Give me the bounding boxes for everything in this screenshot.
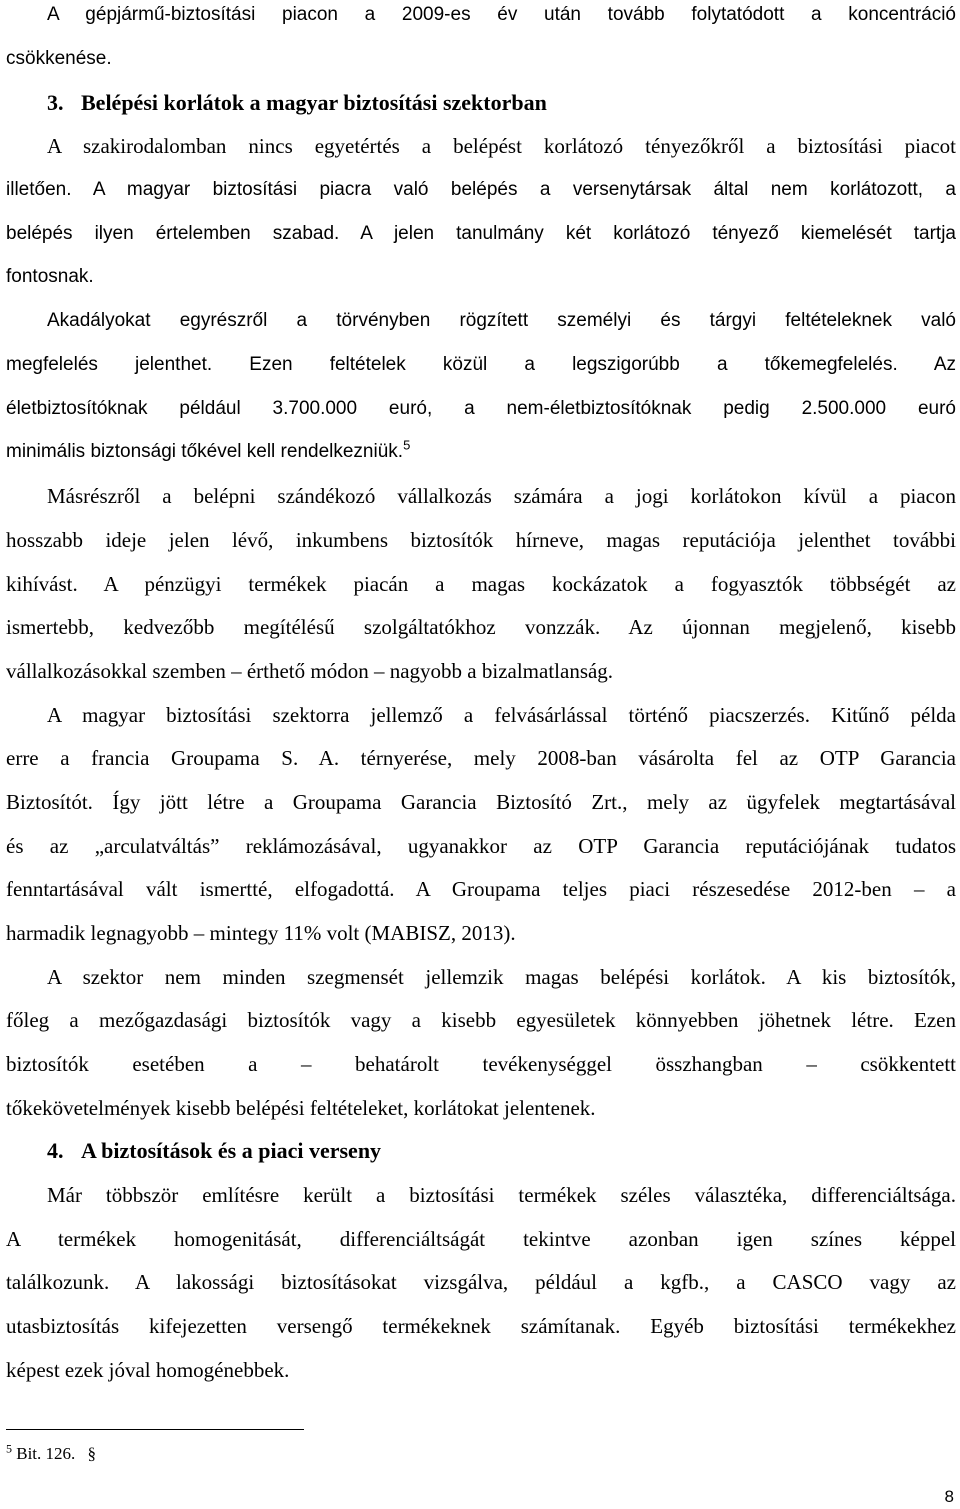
page-number: 8 <box>944 1487 954 1506</box>
section-title: Belépési korlátok a magyar biztosítási szektorban <box>81 90 547 115</box>
section-heading <box>47 1138 956 1164</box>
paragraph-line: harmadik legnagyobb – mintegy 11% volt (MABISZ, 2013). <box>6 921 516 945</box>
paragraph-line: biztosítók esetében a – behatárolt tevékenységgel összhangban – csökkentett <box>6 1052 956 1076</box>
paragraph-line: tőkekövetelmények kisebb belépési feltételeket, korlátokat jelentenek. <box>6 1096 596 1120</box>
section-sign-icon: § <box>87 1444 97 1463</box>
section-number: 3. <box>47 90 64 115</box>
paragraph-line: erre a francia Groupama S. A. térnyerése, mely 2008-ban vásárolta fel az OTP Garancia <box>6 746 956 770</box>
paragraph-line: képest ezek jóval homogénebbek. <box>6 1358 290 1382</box>
paragraph-line: illetően. A magyar biztosítási piacra való belépés a versenytársak által nem korlátozott, a <box>6 179 956 200</box>
paragraph-line: Másrészről a belépni szándékozó vállalkozás számára a jogi korlátokon kívül a piacon <box>47 484 956 508</box>
paragraph-line: ismertebb, kedvezőbb megítélésű szolgáltatókhoz vonzzák. Az újonnan megjelenő, kisebb <box>6 615 956 639</box>
paragraph-line: és az „arculatváltás” reklámozásával, ugyanakkor az OTP Garancia reputációjának tudatos <box>6 834 956 858</box>
footnote-marker: 5 <box>403 437 411 453</box>
section-heading <box>47 90 956 116</box>
paragraph-line: kihívást. A pénzügyi termékek piacán a magas kockázatok a fogyasztók többségét az <box>6 572 956 596</box>
paragraph-line: életbiztosítóknak például 3.700.000 euró, a nem-életbiztosítóknak pedig 2.500.000 euró <box>6 398 956 419</box>
footnote-number: 5 <box>6 1441 12 1456</box>
paragraph-line: fenntartásával vált ismertté, elfogadottá. A Groupama teljes piaci részesedése 2012-ben – a <box>6 877 956 901</box>
paragraph-line: találkozunk. A lakossági biztosításokat vizsgálva, például a kgfb., a CASCO vagy az <box>6 1270 956 1294</box>
paragraph-line: Már többször említésre került a biztosítási termékek széles választéka, differenciáltsága. <box>47 1183 956 1207</box>
paragraph-line: vállalkozásokkal szemben – érthető módon – nagyobb a bizalmatlanság. <box>6 659 614 683</box>
paragraph-line: megfelelés jelenthet. Ezen feltételek közül a legszigorúbb a tőkemegfelelés. Az <box>6 354 956 375</box>
paragraph-line: A termékek homogenitását, differenciáltságát tekintve azonban igen színes képpel <box>6 1227 956 1251</box>
section-number: 4. <box>47 1138 64 1163</box>
paragraph-line: belépés ilyen értelemben szabad. A jelen tanulmány két korlátozó tényező kiemelését tartja <box>6 223 956 244</box>
paragraph-line: A szektor nem minden szegmensét jellemzik magas belépési korlátok. A kis biztosítók, <box>47 965 956 989</box>
paragraph-line: fontosnak. <box>6 266 94 287</box>
paragraph-line: hosszabb ideje jelen lévő, inkumbens biztosítók hírneve, magas reputációja jelenthet további <box>6 528 956 552</box>
paragraph-line: csökkenése. <box>6 48 112 69</box>
paragraph-line <box>6 439 956 465</box>
paragraph-line: A magyar biztosítási szektorra jellemző a felvásárlással történő piacszerzés. Kitűnő példa <box>47 703 956 727</box>
paragraph-line: A szakirodalomban nincs egyetértés a belépést korlátozó tényezőkről a biztosítási piacot <box>47 134 956 158</box>
paragraph-line: utasbiztosítás kifejezetten versengő termékeknek számítanak. Egyéb biztosítási termékekhez <box>6 1314 956 1338</box>
footnote-divider <box>6 1429 304 1430</box>
paragraph-line: A gépjármű-biztosítási piacon a 2009-es év után tovább folytatódott a koncentráció <box>47 4 956 25</box>
footnote <box>6 1441 97 1464</box>
paragraph-line: Akadályokat egyrészről a törvényben rögzített személyi és tárgyi feltételeknek való <box>47 310 956 331</box>
footnote-text: Bit. 126. <box>16 1444 76 1463</box>
paragraph-line: főleg a mezőgazdasági biztosítók vagy a kisebb egyesületek könnyebben jöhetnek létre. Ezen <box>6 1008 956 1032</box>
line-text: minimális biztonsági tőkével kell rendelkezniük. <box>6 441 404 462</box>
paragraph-line: Biztosítót. Így jött létre a Groupama Garancia Biztosító Zrt., mely az ügyfelek megtartásával <box>6 790 956 814</box>
section-title: A biztosítások és a piaci verseny <box>81 1138 382 1163</box>
